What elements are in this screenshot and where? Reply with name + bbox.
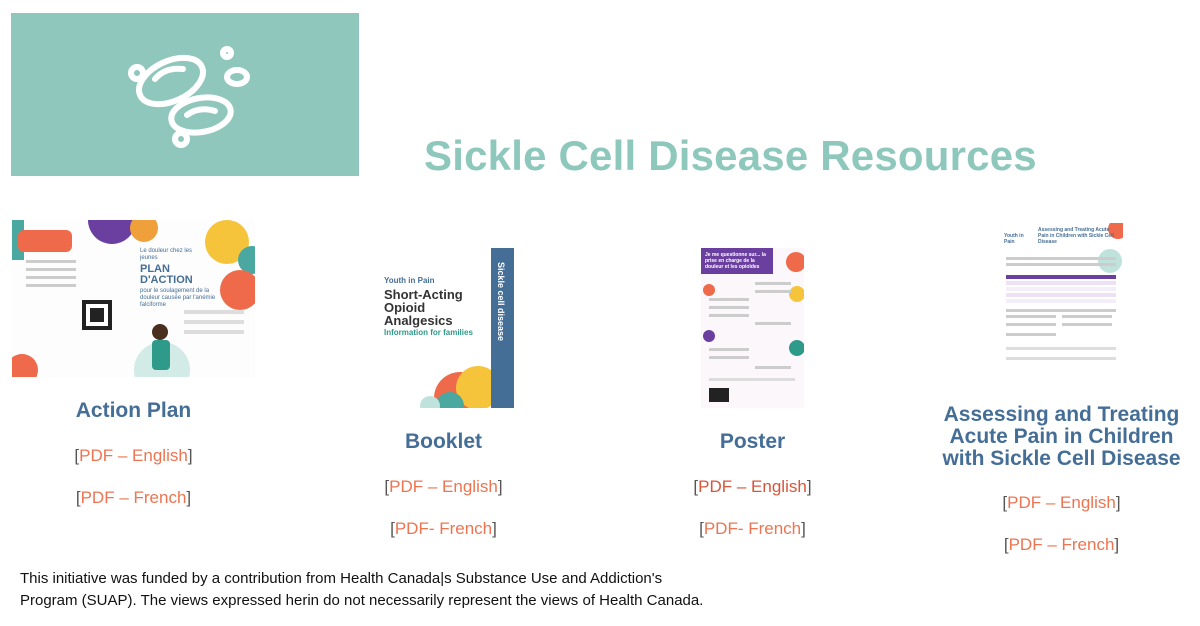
header-banner — [11, 13, 359, 176]
booklet-thumb-brand: Youth in Pain — [384, 276, 435, 285]
action-plan-thumb-title: PLAN D'ACTION — [140, 263, 193, 286]
booklet-thumb-subtitle: Information for families — [384, 328, 473, 337]
resource-card-assessing-treating — [935, 402, 1188, 562]
bracket-close: ] — [1114, 535, 1120, 554]
booklet-thumbnail[interactable] — [370, 248, 514, 408]
bracket-close: ] — [492, 519, 497, 538]
bracket-close: ] — [187, 446, 193, 465]
assessing-treating-title: Assessing and Treating Acute Pain in Children with Sickle Cell Disease — [942, 403, 1181, 470]
action-plan-title: Action Plan — [75, 399, 192, 422]
poster-english-link-row — [651, 477, 854, 497]
booklet-title: Booklet — [404, 430, 482, 453]
booklet-thumb-title: Short-Acting Opioid Analgesics — [384, 287, 463, 328]
action-plan-thumbnail[interactable] — [12, 220, 255, 377]
bracket-close: ] — [1115, 493, 1121, 512]
action-plan-french-link-row — [32, 488, 235, 508]
poster-thumbnail[interactable] — [701, 248, 804, 408]
assessing-english-link-row — [935, 493, 1188, 513]
bracket-open: [ — [693, 477, 699, 496]
poster-french-link-row — [651, 519, 854, 539]
booklet-english-link-row — [342, 477, 545, 497]
poster-thumb-heading: Je me questionne sur... la prise en charge de la douleur et les opioïdes — [705, 252, 766, 270]
bracket-close: ] — [497, 477, 503, 496]
bracket-open: [ — [390, 519, 395, 538]
bracket-open: [ — [699, 519, 704, 538]
funding-disclaimer — [20, 568, 780, 612]
booklet-french-link-row — [342, 519, 545, 539]
bracket-close: ] — [186, 488, 192, 507]
assessing-thumb-brand: Youth in Pain — [1004, 233, 1024, 245]
page-title: Sickle Cell Disease Resources — [424, 132, 1037, 179]
booklet-pdf-french-link[interactable]: PDF- French — [394, 519, 493, 538]
assessing-thumb-title: Assessing and Treating Acute Pain in Children with Sickle Cell Disease — [1038, 227, 1114, 245]
poster-pdf-english-link[interactable]: PDF – English — [698, 477, 807, 496]
funding-disclaimer-line-1: This initiative was funded by a contribution from Health Canada|s Substance Use and Addiction's — [20, 570, 663, 587]
action-plan-pdf-english-link[interactable]: PDF – English — [79, 446, 188, 465]
bracket-close: ] — [806, 477, 812, 496]
action-plan-thumb-heading: Le douleur chez les jeunes — [140, 248, 193, 261]
poster-title: Poster — [719, 430, 786, 453]
assessing-treating-thumbnail[interactable] — [1000, 223, 1123, 368]
bracket-open: [ — [1002, 493, 1008, 512]
resource-card-poster — [651, 428, 854, 548]
booklet-thumb-spine: Sickle cell disease — [496, 262, 506, 342]
bracket-close: ] — [801, 519, 806, 538]
bracket-open: [ — [74, 446, 80, 465]
resource-card-action-plan — [32, 398, 235, 518]
bracket-open: [ — [384, 477, 390, 496]
resource-card-booklet — [342, 428, 545, 548]
poster-cover — [701, 248, 804, 408]
action-plan-thumb-subtitle: pour le soulagement de la douleur causée par l'anémie falciforme — [140, 288, 216, 308]
assessing-pdf-english-link[interactable]: PDF – English — [1007, 493, 1116, 512]
bracket-open: [ — [1003, 535, 1009, 554]
bracket-open: [ — [75, 488, 81, 507]
blood-cells-icon — [119, 41, 259, 151]
assessing-pdf-french-link[interactable]: PDF – French — [1008, 535, 1115, 554]
booklet-pdf-english-link[interactable]: PDF – English — [389, 477, 498, 496]
funding-disclaimer-line-2: Program (SUAP). The views expressed herin do not necessarily represent the views of Health Canada. — [20, 592, 704, 609]
action-plan-english-link-row — [32, 446, 235, 466]
action-plan-pdf-french-link[interactable]: PDF – French — [80, 488, 187, 507]
assessing-french-link-row — [935, 535, 1188, 555]
poster-pdf-french-link[interactable]: PDF- French — [703, 519, 802, 538]
